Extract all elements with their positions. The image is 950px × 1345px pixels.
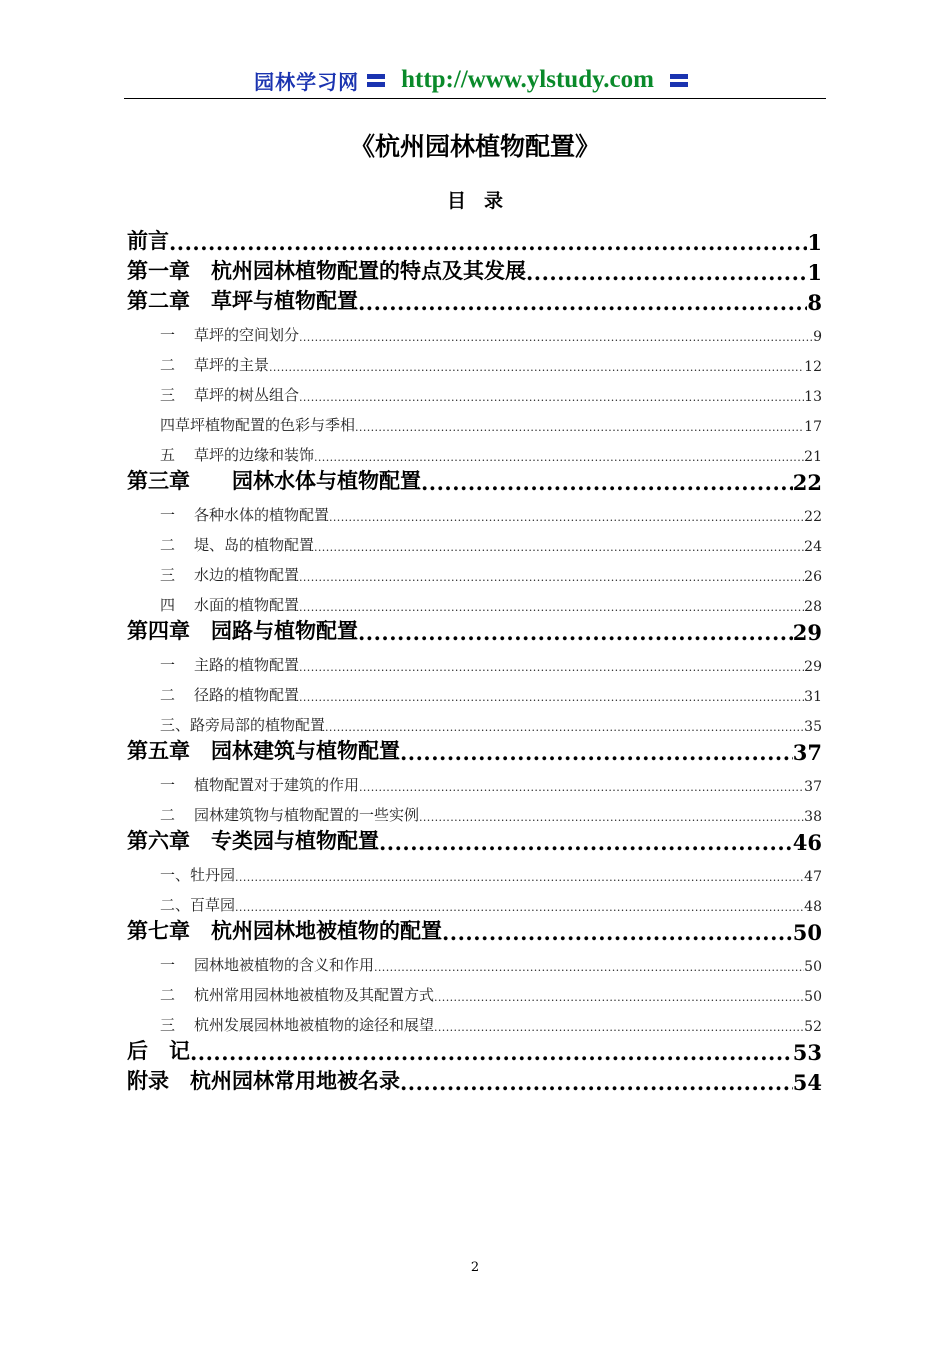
toc-page-number: 50 [804, 959, 822, 975]
toc-section-entry[interactable] [127, 855, 822, 885]
toc-chapter-entry[interactable] [127, 915, 822, 945]
toc-entry-text: 各种水体的植物配置 [194, 506, 330, 524]
toc-entry-number: 二 [160, 536, 176, 554]
toc-leader-dots [314, 541, 804, 554]
toc-leader-dots [190, 1040, 793, 1065]
toc-entry-label [160, 534, 314, 555]
toc-section-entry[interactable] [127, 585, 822, 615]
toc-page-number: 35 [804, 719, 822, 735]
toc-entry-number: 二 [160, 686, 176, 704]
toc-entry-number: 一 [160, 656, 176, 674]
toc-entry-label [160, 714, 325, 735]
toc-entry-label: 后 记 [127, 1038, 190, 1063]
toc-page-number: 24 [804, 539, 822, 555]
toc-chapter-entry[interactable] [127, 255, 822, 285]
toc-section-entry[interactable] [127, 795, 822, 825]
toc-page-number: 50 [804, 989, 822, 1005]
toc-leader-dots [358, 620, 793, 645]
toc-entry-label [160, 864, 235, 885]
toc-leader-dots [235, 901, 804, 914]
toc-section-entry[interactable] [127, 975, 822, 1005]
toc-entry-text: 杭州发展园林地被植物的途径和展望 [194, 1016, 435, 1034]
toc-chapter-entry[interactable] [127, 285, 822, 315]
toc-leader-dots [400, 740, 793, 765]
toc-leader-dots [329, 511, 804, 524]
toc-section-entry[interactable] [127, 885, 822, 915]
toc-leader-dots [299, 661, 804, 674]
toc-entry-label: 第二章 草坪与植物配置 [127, 288, 358, 313]
toc-page-number: 13 [804, 389, 822, 405]
toc-entry-number: 三 [160, 1016, 176, 1034]
toc-leader-dots [325, 721, 804, 734]
toc-leader-dots [299, 601, 804, 614]
toc-page-number: 52 [804, 1019, 822, 1035]
toc-entry-label [160, 684, 299, 705]
toc-entry-text: 径路的植物配置 [194, 686, 300, 704]
toc-entry-text: 园林地被植物的含义和作用 [194, 956, 375, 974]
toc-page-number: 37 [792, 740, 822, 765]
toc-leader-dots [374, 961, 804, 974]
equals-icon [367, 72, 385, 89]
toc-entry-label [160, 354, 269, 375]
toc-section-entry[interactable] [127, 1005, 822, 1035]
toc-page-number: 37 [804, 779, 822, 795]
toc-section-entry[interactable] [127, 315, 822, 345]
toc-entry-label: 第三章 园林水体与植物配置 [127, 468, 421, 493]
toc-entry-text: 水边的植物配置 [194, 566, 300, 584]
toc-entry-label [160, 954, 374, 975]
toc-entry-text: 草坪的主景 [194, 356, 270, 374]
toc-page-number: 47 [804, 869, 822, 885]
toc-entry-number: 三、 [160, 716, 191, 734]
toc-leader-dots [421, 470, 793, 495]
toc-entry-text: 杭州常用园林地被植物及其配置方式 [194, 986, 435, 1004]
toc-entry-text: 草坪的边缘和装饰 [194, 446, 315, 464]
toc-entry-number: 五 [160, 446, 176, 464]
toc-section-entry[interactable] [127, 705, 822, 735]
toc-entry-text: 百草园 [190, 896, 236, 914]
toc-section-entry[interactable] [127, 495, 822, 525]
toc-entry-label: 第一章 杭州园林植物配置的特点及其发展 [127, 258, 526, 283]
toc-chapter-entry[interactable] [127, 465, 822, 495]
toc-entry-label: 附录 杭州园林常用地被名录 [127, 1068, 400, 1093]
toc-section-entry[interactable] [127, 555, 822, 585]
toc-entry-label [160, 594, 299, 615]
toc-section-entry[interactable] [127, 345, 822, 375]
toc-leader-dots [400, 1070, 793, 1095]
toc-entry-label [160, 444, 314, 465]
toc-page-number: 12 [804, 359, 822, 375]
toc-entry-label: 前言 [127, 228, 169, 253]
toc-page-number: 54 [792, 1070, 822, 1095]
toc-entry-number: 二 [160, 986, 176, 1004]
toc-leader-dots [314, 451, 804, 464]
toc-leader-dots [269, 361, 804, 374]
toc-page-number: 26 [804, 569, 822, 585]
toc-leader-dots [526, 260, 807, 285]
toc-leader-dots [299, 691, 804, 704]
toc-leader-dots [442, 920, 793, 945]
toc-page-number: 46 [792, 830, 822, 855]
toc-leader-dots [419, 811, 804, 824]
toc-section-entry[interactable] [127, 375, 822, 405]
toc-entry-number: 二 [160, 356, 176, 374]
toc-page-number: 8 [807, 290, 822, 315]
toc-section-entry[interactable] [127, 945, 822, 975]
site-url[interactable]: http://www.ylstudy.com [401, 66, 654, 93]
toc-chapter-entry[interactable] [127, 615, 822, 645]
toc-section-entry[interactable] [127, 435, 822, 465]
toc-section-entry[interactable] [127, 525, 822, 555]
page-header [0, 64, 950, 96]
toc-entry-label [160, 774, 359, 795]
toc-entry-number: 四 [160, 596, 176, 614]
toc-leader-dots [359, 781, 804, 794]
toc-chapter-entry[interactable] [127, 735, 822, 765]
toc-entry-text: 主路的植物配置 [194, 656, 300, 674]
toc-entry-text: 园林建筑物与植物配置的一些实例 [194, 806, 420, 824]
toc-entry-text: 植物配置对于建筑的作用 [194, 776, 360, 794]
toc-entry-label [160, 984, 434, 1005]
toc-entry-label: 第七章 杭州园林地被植物的配置 [127, 918, 442, 943]
toc-section-entry[interactable] [127, 645, 822, 675]
toc-entry-text: 草坪的空间划分 [194, 326, 300, 344]
site-name: 园林学习网 [254, 69, 360, 94]
toc-page-number: 38 [804, 809, 822, 825]
toc-leader-dots [358, 290, 807, 315]
toc-page-number: 21 [804, 449, 822, 465]
toc-entry-label [160, 324, 299, 345]
toc-section-entry[interactable] [127, 405, 822, 435]
document-title: 《杭州园林植物配置》 [349, 132, 600, 161]
toc-leader-dots [434, 1021, 804, 1034]
toc-entry-label [160, 414, 355, 435]
toc-entry-number: 二 [160, 806, 176, 824]
toc-entry-number: 一 [160, 776, 176, 794]
toc-entry-number: 一、 [160, 866, 191, 884]
toc-entry-number: 一 [160, 506, 176, 524]
toc-page-number: 48 [804, 899, 822, 915]
page-number: 2 [470, 1260, 480, 1275]
toc-page-number: 9 [813, 329, 822, 345]
toc-page-number: 31 [804, 689, 822, 705]
toc-entry-label [160, 564, 299, 585]
toc-leader-dots [379, 830, 793, 855]
toc-entry-label: 第六章 专类园与植物配置 [127, 828, 379, 853]
toc-entry-label [160, 894, 235, 915]
toc-page-number: 29 [804, 659, 822, 675]
toc-leader-dots [299, 391, 804, 404]
toc-section-entry[interactable] [127, 675, 822, 705]
toc-heading: 目录 [446, 190, 521, 212]
toc-entry-number: 三 [160, 566, 176, 584]
toc-chapter-entry[interactable] [127, 225, 822, 255]
toc-page-number: 29 [792, 620, 822, 645]
toc-chapter-entry[interactable] [127, 1065, 822, 1095]
toc-page-number: 50 [792, 920, 822, 945]
toc-entry-number: 一 [160, 956, 176, 974]
toc-entry-label [160, 804, 419, 825]
toc-page-number: 17 [804, 419, 822, 435]
toc-entry-number: 四 [160, 416, 176, 434]
toc-entry-text: 草坪的树丛组合 [194, 386, 300, 404]
toc-entry-text: 牡丹园 [190, 866, 236, 884]
header-rule [124, 98, 826, 99]
table-of-contents [127, 225, 822, 1095]
toc-entry-label: 第四章 园路与植物配置 [127, 618, 358, 643]
toc-leader-dots [299, 571, 804, 584]
toc-leader-dots [299, 331, 813, 344]
toc-entry-number: 二、 [160, 896, 191, 914]
toc-page-number: 22 [804, 509, 822, 525]
toc-leader-dots [169, 230, 807, 255]
toc-section-entry[interactable] [127, 765, 822, 795]
toc-entry-label [160, 384, 299, 405]
toc-page-number: 28 [804, 599, 822, 615]
toc-entry-text: 水面的植物配置 [194, 596, 300, 614]
toc-entry-number: 三 [160, 386, 176, 404]
toc-entry-label [160, 654, 299, 675]
equals-icon [670, 72, 688, 89]
toc-entry-label: 第五章 园林建筑与植物配置 [127, 738, 400, 763]
toc-leader-dots [434, 991, 804, 1004]
toc-leader-dots [355, 421, 804, 434]
toc-entry-number: 一 [160, 326, 176, 344]
toc-chapter-entry[interactable] [127, 1035, 822, 1065]
toc-page-number: 53 [792, 1040, 822, 1065]
toc-entry-text: 路旁局部的植物配置 [190, 716, 326, 734]
toc-entry-label [160, 1014, 434, 1035]
toc-page-number: 1 [807, 230, 822, 255]
toc-chapter-entry[interactable] [127, 825, 822, 855]
toc-entry-label [160, 504, 329, 525]
toc-entry-text: 堤、岛的植物配置 [194, 536, 315, 554]
toc-page-number: 22 [792, 470, 822, 495]
toc-leader-dots [235, 871, 804, 884]
toc-page-number: 1 [807, 260, 822, 285]
toc-entry-text: 草坪植物配置的色彩与季相 [175, 416, 356, 434]
